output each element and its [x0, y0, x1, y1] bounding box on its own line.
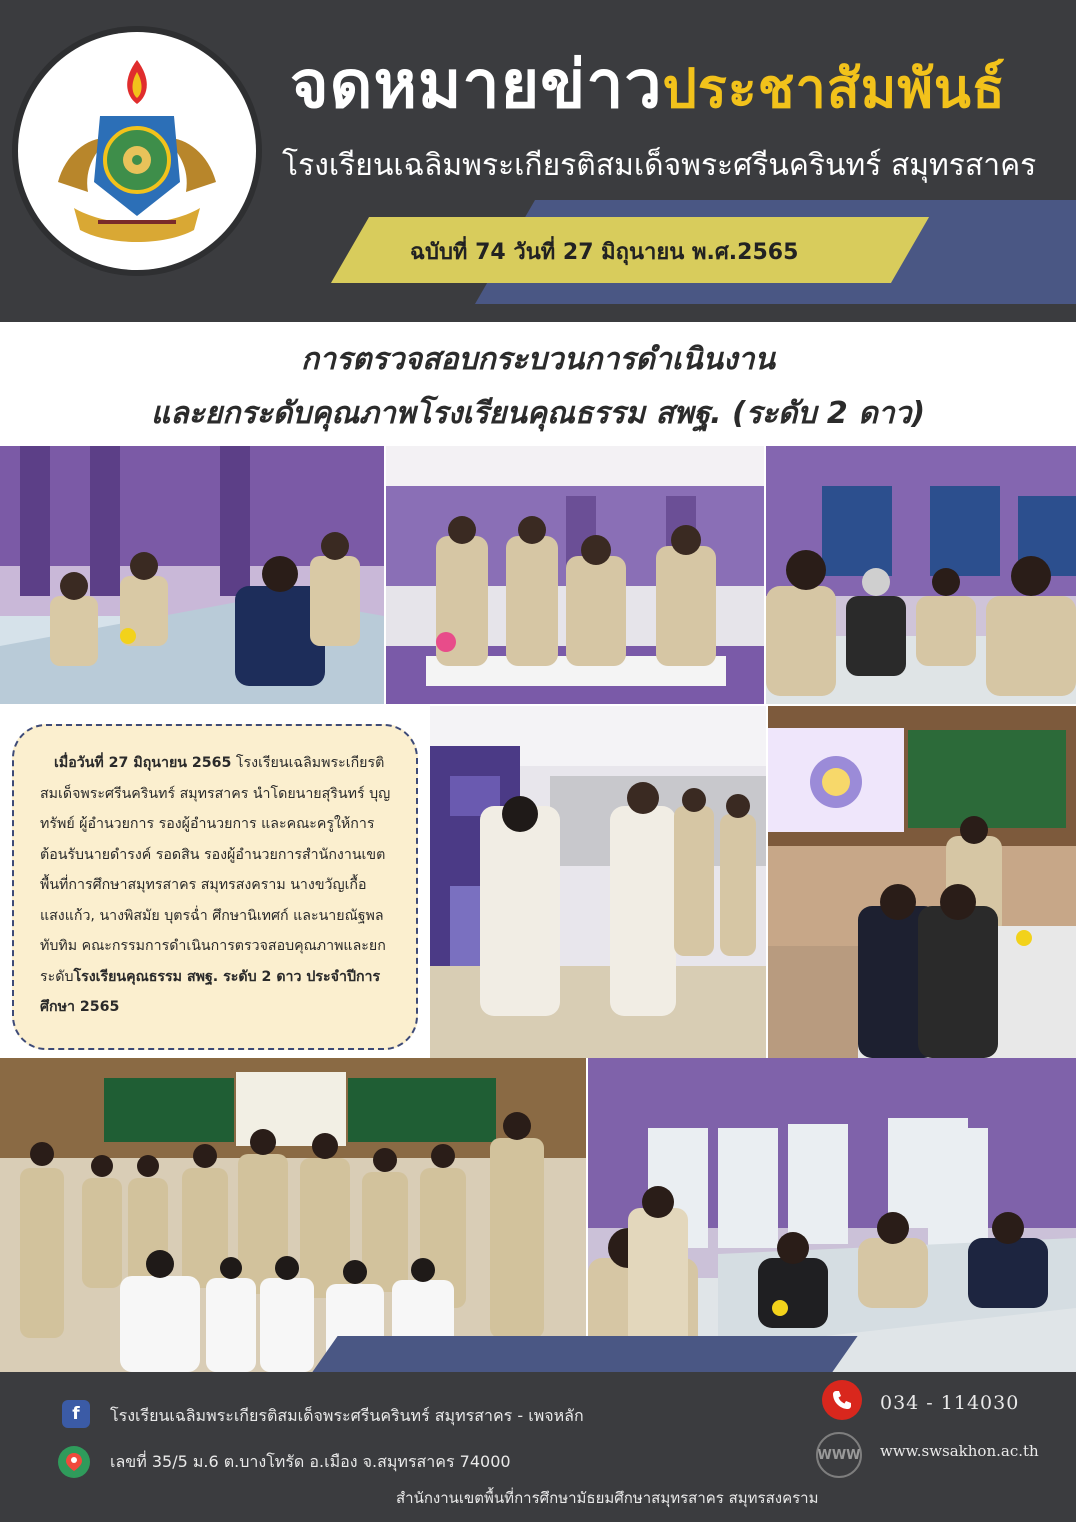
- school-address: เลขที่ 35/5 ม.6 ต.บางโทรัด อ.เมือง จ.สมุทรสาคร 74000: [110, 1452, 511, 1471]
- article-headline: [0, 322, 1076, 444]
- newsletter-header: [0, 0, 1076, 322]
- title-main-text: จดหมายข่าว: [290, 46, 663, 123]
- website-link[interactable]: www.swsakhon.ac.th: [880, 1442, 1039, 1460]
- photo-conference-table: [588, 1058, 1076, 1372]
- school-name: โรงเรียนเฉลิมพระเกียรติสมเด็จพระศรีนครินทร์ สมุทรสาคร: [282, 148, 1037, 183]
- headline-line-2: และยกระดับคุณภาพโรงเรียนคุณธรรม สพฐ. (ระดับ 2 ดาว): [150, 396, 926, 431]
- school-emblem-icon: [18, 32, 256, 270]
- school-logo: [18, 32, 256, 270]
- headline-line-1: การตรวจสอบกระบวนการดำเนินงาน: [300, 342, 776, 377]
- article-card: [12, 724, 418, 1050]
- phone-number[interactable]: 034 - 114030: [880, 1392, 1020, 1414]
- photo-meeting-room-screen: [768, 706, 1076, 1058]
- issue-number: ฉบับที่ 74 วันที่ 27 มิถุนายน พ.ศ.2565: [410, 240, 799, 265]
- article-body: โรงเรียนเฉลิมพระเกียรติสมเด็จพระศรีนครินทร์ สมุทรสาคร นำโดยนายสุรินทร์ บุญทรัพย์ ผู้อำนวยการ รองผู้อำนวยการ และคณะครูให้การต้อนรับนายดำรงค์ รอดสิน รองผู้อำนวยการสำนักงานเขตพื้นที่การศึกษาสมุทรสาคร สมุทรสงคราม นางขวัญเกื้อ แสงแก้ว, นางพิสมัย บุตรฉ่ำ ศึกษานิเทศก์ และนายณัฐพล ทับทิม คณะกรรมการดำเนินการตรวจสอบคุณภาพและยกระดับ: [40, 755, 391, 985]
- footer-blue-band: [312, 1336, 857, 1372]
- photo-exhibit-presentation: [430, 706, 766, 1058]
- article-text: [40, 748, 392, 1023]
- article-lead: เมื่อวันที่ 27 มิถุนายน 2565: [54, 755, 232, 771]
- photo-panel-discussion: [766, 446, 1076, 704]
- article-highlight: โรงเรียนคุณธรรม สพฐ. ระดับ 2 ดาว ประจำปีการศึกษา 2565: [40, 968, 381, 1015]
- photo-group: [0, 1058, 586, 1372]
- title-accent-text: ประชาสัมพันธ์: [662, 57, 1006, 120]
- photo-standing-review: [386, 446, 764, 704]
- article-card-area: [0, 706, 430, 1058]
- map-pin-icon: [58, 1446, 90, 1478]
- facebook-page-link[interactable]: โรงเรียนเฉลิมพระเกียรติสมเด็จพระศรีนครินทร์ สมุทรสาคร - เพจหลัก: [110, 1406, 584, 1425]
- newsletter-title: [290, 46, 1006, 123]
- phone-icon: [822, 1380, 862, 1420]
- newsletter-footer: [0, 1372, 1076, 1522]
- facebook-icon: f: [62, 1400, 90, 1428]
- education-office: สำนักงานเขตพื้นที่การศึกษามัธยมศึกษาสมุทรสาคร สมุทรสงคราม: [396, 1489, 819, 1507]
- globe-icon: WWW: [816, 1432, 862, 1478]
- photo-meeting-table: [0, 446, 384, 704]
